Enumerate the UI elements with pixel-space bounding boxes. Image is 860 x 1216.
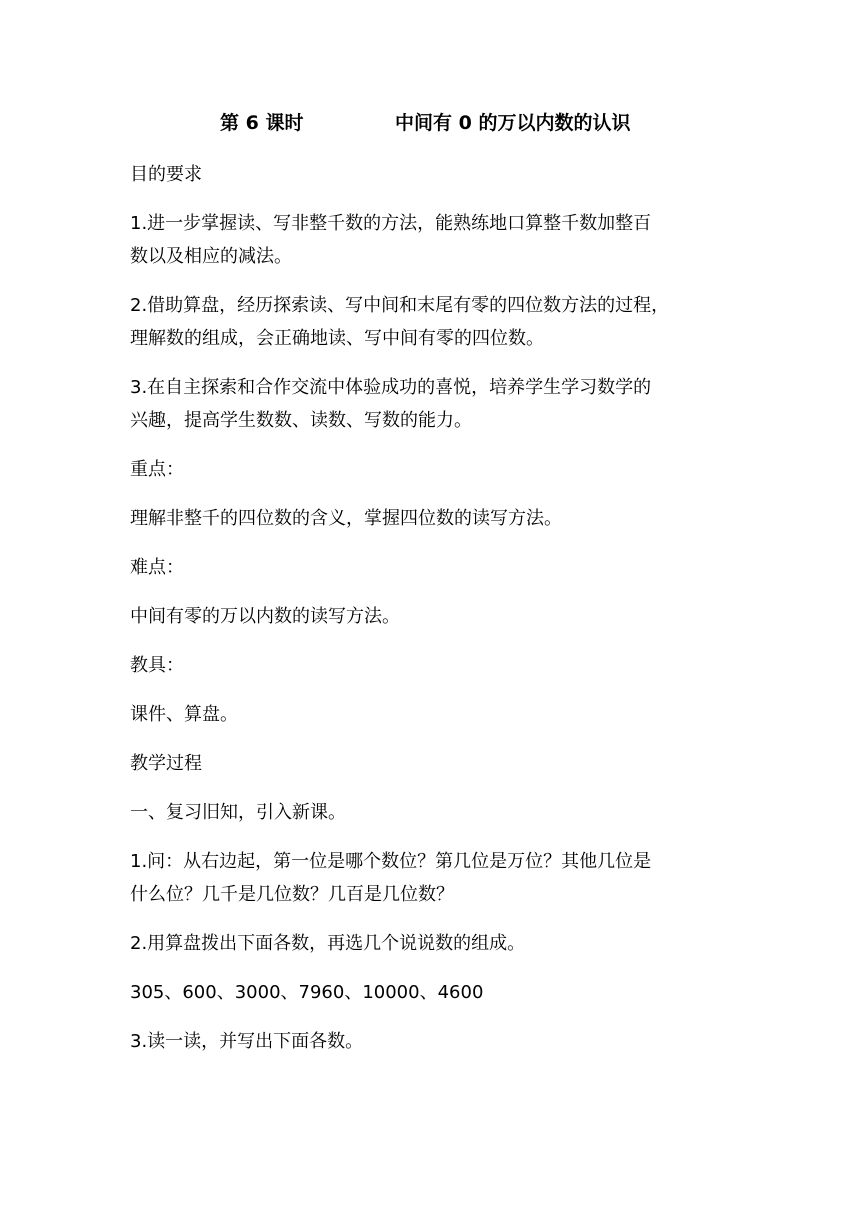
objective-line: 兴趣，提高学生数数、读数、写数的能力。 xyxy=(130,410,472,431)
key-point-heading: 重点： xyxy=(130,459,184,480)
document-body xyxy=(130,158,755,1074)
objective-item xyxy=(130,207,755,273)
section-heading: 一、复习旧知，引入新课。 xyxy=(130,802,346,823)
aids-text: 课件、算盘。 xyxy=(130,704,238,725)
lesson-number: 第 6 课时 xyxy=(220,112,304,134)
objective-line: 2.借助算盘，经历探索读、写中间和末尾有零的四位数方法的过程， xyxy=(130,295,670,316)
objective-item xyxy=(130,371,755,437)
difficulty-text: 中间有零的万以内数的读写方法。 xyxy=(130,606,400,627)
aids-heading: 教具： xyxy=(130,655,184,676)
step-item xyxy=(130,845,755,911)
objective-line: 3.在自主探索和合作交流中体验成功的喜悦，培养学生学习数学的 xyxy=(130,377,652,398)
difficulty-heading: 难点： xyxy=(130,557,184,578)
number-list: 305、600、3000、7960、10000、4600 xyxy=(130,982,484,1003)
lesson-topic: 中间有 0 的万以内数的认识 xyxy=(395,112,631,134)
step-item: 3.读一读，并写出下面各数。 xyxy=(130,1031,364,1052)
objective-line: 1.进一步掌握读、写非整千数的方法，能熟练地口算整千数加整百 xyxy=(130,213,652,234)
objective-line: 理解数的组成，会正确地读、写中间有零的四位数。 xyxy=(130,328,544,349)
process-heading: 教学过程 xyxy=(130,753,202,774)
step-line: 什么位？几千是几位数？几百是几位数？ xyxy=(130,884,454,905)
objective-item xyxy=(130,289,755,355)
key-point-text: 理解非整千的四位数的含义，掌握四位数的读写方法。 xyxy=(130,508,562,529)
objectives-heading: 目的要求 xyxy=(130,164,202,185)
step-item: 2.用算盘拨出下面各数，再选几个说说数的组成。 xyxy=(130,933,526,954)
step-line: 1.问：从右边起，第一位是哪个数位？第几位是万位？其他几位是 xyxy=(130,851,652,872)
objective-line: 数以及相应的减法。 xyxy=(130,246,292,267)
